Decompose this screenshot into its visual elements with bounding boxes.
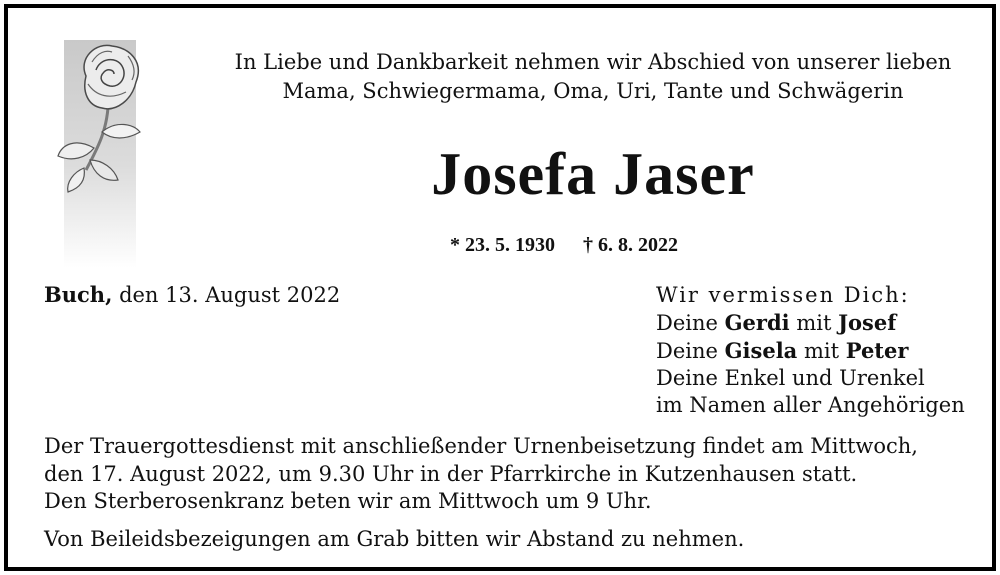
- signer-prefix: Deine: [656, 339, 725, 363]
- signer-row: [656, 337, 965, 365]
- signer-conjunction: mit: [789, 311, 839, 335]
- notice-date: den 13. August 2022: [112, 283, 341, 307]
- obituary-notice: [4, 4, 996, 571]
- intro-text: [198, 48, 988, 106]
- signer-row: [656, 309, 965, 337]
- place-date: [44, 281, 340, 309]
- signer-name: Gisela: [724, 338, 798, 363]
- signer-name: Gerdi: [724, 310, 790, 335]
- signer-prefix: Deine: [656, 311, 725, 335]
- condolence-notice: Von Beileidsbezeigungen am Grab bitten wir Abstand zu nehmen.: [44, 527, 745, 551]
- service-line: den 17. August 2022, um 9.30 Uhr in der Pfarrkirche in Kutzenhausen statt.: [44, 461, 858, 486]
- death-date: † 6. 8. 2022: [583, 234, 678, 256]
- birth-date: * 23. 5. 1930: [450, 234, 555, 256]
- signers-heading: Wir vermissen Dich:: [656, 283, 910, 307]
- signers-block: [656, 282, 965, 419]
- service-info: [44, 433, 918, 516]
- service-line: Den Sterberosenkranz beten wir am Mittwoch um 9 Uhr.: [44, 489, 652, 513]
- signer-partner-name: Josef: [838, 310, 897, 335]
- life-dates: [450, 234, 678, 257]
- deceased-name: Josefa Jaser: [431, 141, 755, 207]
- rose-icon: [56, 40, 144, 268]
- place-name: Buch,: [44, 282, 113, 307]
- signer-partner-name: Peter: [845, 338, 909, 363]
- signer-grandchildren: Deine Enkel und Urenkel: [656, 366, 925, 390]
- signer-conjunction: mit: [797, 339, 846, 363]
- intro-line: In Liebe und Dankbarkeit nehmen wir Abschied von unserer lieben: [234, 50, 952, 74]
- signer-relatives: im Namen aller Angehörigen: [656, 393, 965, 417]
- intro-line: Mama, Schwiegermama, Oma, Uri, Tante und Schwägerin: [282, 79, 904, 103]
- service-line: Der Trauergottesdienst mit anschließender Urnenbeisetzung findet am Mittwoch,: [44, 434, 918, 458]
